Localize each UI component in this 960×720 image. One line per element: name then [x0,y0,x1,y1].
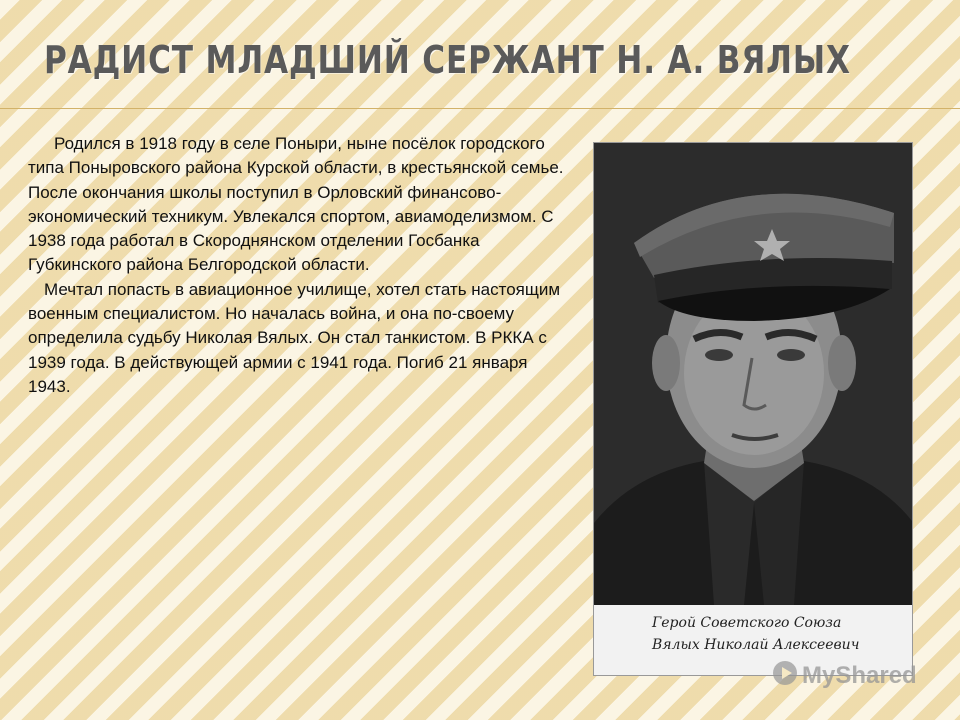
photo-caption-title: Герой Советского Союза [652,615,842,631]
play-icon [772,660,798,691]
watermark-text: MyShared [802,661,917,689]
slide-title: РАДИСТ МЛАДШИЙ СЕРЖАНТ Н. А. ВЯЛЫХ [44,38,851,82]
photo-caption-name: Вялых Николай Алексеевич [652,637,860,653]
biography-paragraph-2: Мечтал попасть в авиационное училище, хотел стать настоящим военным специалистом. Но началась война, и она по-своему определила судьбу Николая Вялых. Он стал танкистом. В РККА с 1939 года. В действующей армии с 1941 года. Погиб 21 января 1943. [28,279,561,396]
title-divider [0,108,960,109]
portrait-illustration [594,143,912,605]
portrait-photo [593,142,913,676]
watermark [772,660,917,691]
biography-paragraph-1: Родился в 1918 году в селе Поныри, ныне посёлок городского типа Поныровского района Курской области, в крестьянской семье. После окончания школы поступил в Орловский финансово-экономический техникум. Увлекался спортом, авиамоделизмом. С 1938 года работал в Скороднянском отделении Госбанка Губкинского района Белгородской области. [28,134,564,275]
biography-text [28,132,568,399]
